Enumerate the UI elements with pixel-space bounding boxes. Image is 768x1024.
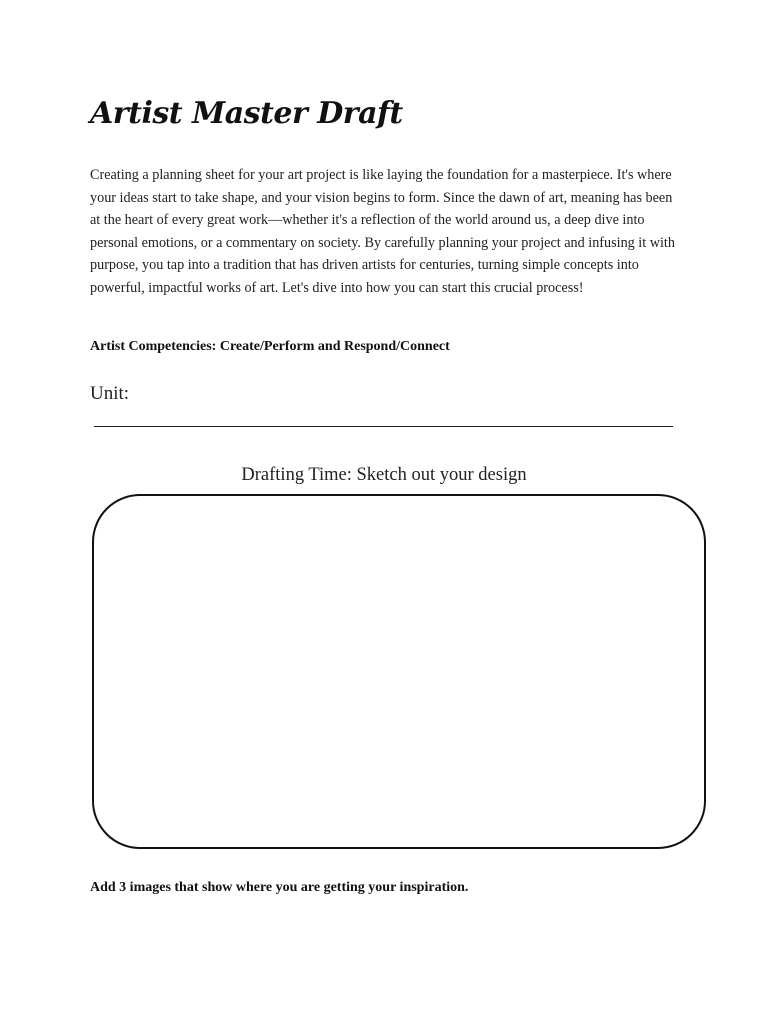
sketch-area[interactable] [92,494,706,849]
competencies-line: Artist Competencies: Create/Perform and Respond/Connect [90,339,450,354]
unit-answer-line[interactable] [94,426,673,427]
document-title: Artist Master Draft [90,96,403,131]
intro-paragraph: Creating a planning sheet for your art project is like laying the foundation for a masterpiece. It's where your ideas start to take shape, and your vision begins to form. Since the dawn of art, meaning has been at the heart of every great work—whether it's a reflection of the world around us, a deep dive into personal emotions, or a commentary on society. By carefully planning your project and infusing it with purpose, you tap into a tradition that has driven artists for centuries, turning simple concepts into powerful, impactful works of art. Let's dive into how you can start this crucial process! [90,167,675,296]
drafting-heading: Drafting Time: Sketch out your design [241,465,527,485]
inspiration-images-instruction: Add 3 images that show where you are getting your inspiration. [90,880,469,895]
unit-label: Unit: [90,383,130,404]
